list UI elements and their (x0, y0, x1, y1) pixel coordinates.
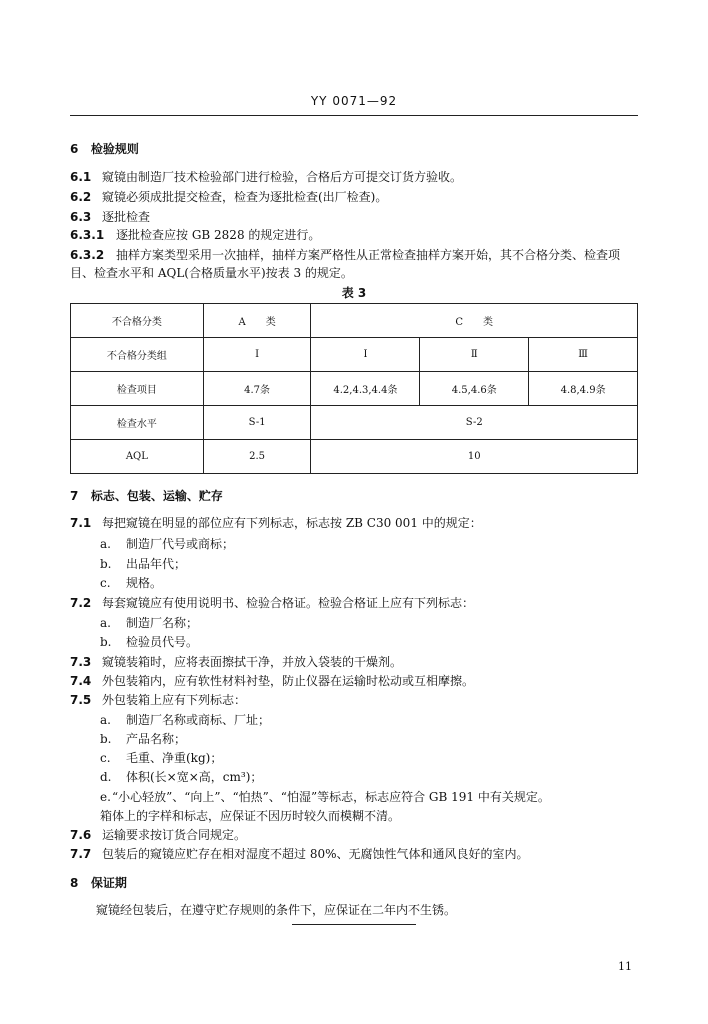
table-cell: 10 (311, 440, 638, 474)
table-cell: Ⅰ (311, 338, 420, 372)
section-7-heading: 7 标志、包装、运输、贮存 (70, 489, 223, 503)
table-row (71, 440, 638, 474)
clause-7-2: 7.2 每套窥镜应有使用说明书、检验合格证。检验合格证上应有下列标志： (70, 596, 475, 610)
table-cell: Ⅱ (420, 338, 529, 372)
table-cell: Ⅰ (203, 338, 311, 372)
section-8-text: 窥镜经包装后，在遵守贮存规则的条件下，应保证在二年内不生锈。 (96, 903, 457, 917)
list-item: a. 制造厂代号或商标； (100, 537, 235, 551)
clause-6-3-2-continued: 目、检查水平和 AQL(合格质量水平)按表 3 的规定。 (70, 266, 353, 280)
table-row (71, 406, 638, 440)
clause-7-1: 7.1 每把窥镜在明显的部位应有下列标志，标志按 ZB C30 001 中的规定： (70, 516, 482, 530)
list-item: d. 体积(长×宽×高，cm³)； (100, 770, 263, 784)
table-cell: 检查水平 (71, 406, 204, 440)
table-cell: 4.7条 (203, 372, 311, 406)
clause-7-3: 7.3 窥镜装箱时，应将表面擦拭干净，并放入袋装的干燥剂。 (70, 655, 403, 669)
table-cell: 4.5,4.6条 (420, 372, 529, 406)
table-cell: 4.8,4.9条 (529, 372, 638, 406)
table-row (71, 304, 638, 338)
list-item: c. 规格。 (100, 576, 163, 590)
table-row (71, 338, 638, 372)
header-rule (70, 115, 638, 116)
list-item: b. 检验员代号。 (100, 635, 199, 649)
table-cell: 4.2,4.3,4.4条 (311, 372, 420, 406)
clause-7-6: 7.6 运输要求按订货合同规定。 (70, 828, 247, 842)
table-cell: Ⅲ (529, 338, 638, 372)
clause-6-2: 6.2 窥镜必须成批提交检查，检查为逐批检查(出厂检查)。 (70, 190, 388, 204)
clause-7-5: 7.5 外包装箱上应有下列标志： (70, 693, 247, 707)
table-cell: 2.5 (203, 440, 311, 474)
table-cell: AQL (71, 440, 204, 474)
clause-7-4: 7.4 外包装箱内，应有软性材料衬垫，防止仪器在运输时松动或互相摩擦。 (70, 674, 475, 688)
list-item: e.“小心轻放”、“向上”、“怕热”、“怕湿”等标志，标志应符合 GB 191 中有关规定。 (100, 790, 550, 804)
clause-6-3-2: 6.3.2 抽样方案类型采用一次抽样，抽样方案严格性从正常检查抽样方案开始，其不合格分类、检查项 (70, 248, 621, 262)
list-item: b. 出品年代； (100, 557, 187, 571)
document-header: YY 0071—92 (310, 94, 398, 108)
list-item: c. 毛重、净重(kg)； (100, 751, 223, 765)
clause-7-7: 7.7 包装后的窥镜应贮存在相对湿度不超过 80%、无腐蚀性气体和通风良好的室内。 (70, 847, 529, 861)
table-cell: 检查项目 (71, 372, 204, 406)
clause-6-1: 6.1 窥镜由制造厂技术检验部门进行检验，合格后方可提交订货方验收。 (70, 170, 463, 184)
clause-6-3: 6.3 逐批检查 (70, 210, 151, 224)
table-cell: A 类 (203, 304, 311, 338)
table-cell: S-2 (311, 406, 638, 440)
table-cell: C 类 (311, 304, 638, 338)
table-row (71, 372, 638, 406)
table-cell: 不合格分类 (71, 304, 204, 338)
inspection-table (70, 303, 638, 474)
page-number: 11 (618, 960, 632, 973)
table-cell: 不合格分类组 (71, 338, 204, 372)
end-rule (292, 924, 416, 925)
table-cell: S-1 (203, 406, 311, 440)
list-item: a. 制造厂名称； (100, 616, 199, 630)
clause-6-3-1: 6.3.1 逐批检查应按 GB 2828 的规定进行。 (70, 228, 321, 242)
table-caption: 表 3 (341, 286, 367, 300)
clause-7-5-tail: 箱体上的字样和标志，应保证不因历时较久而模糊不清。 (100, 809, 401, 823)
section-8-heading: 8 保证期 (70, 876, 127, 890)
list-item: b. 产品名称； (100, 732, 187, 746)
section-6-heading: 6 检验规则 (70, 142, 139, 156)
list-item: a. 制造厂名称或商标、厂址； (100, 713, 271, 727)
